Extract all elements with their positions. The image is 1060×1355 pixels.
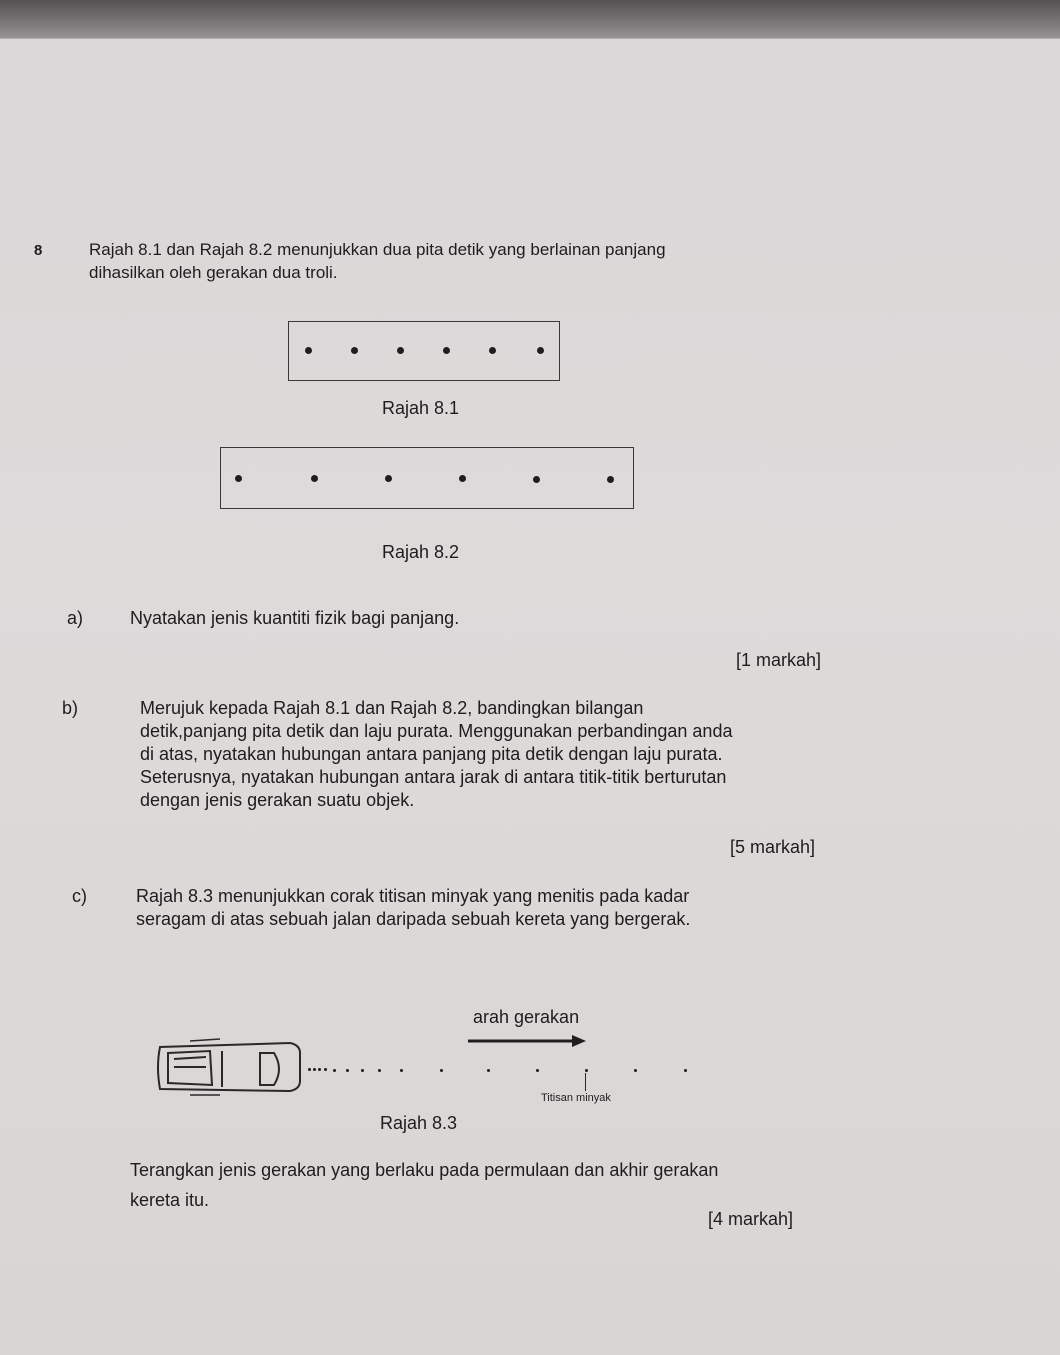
part-c-task-line2: kereta itu. [130,1190,210,1210]
part-b-marks: [5 markah] [730,837,816,857]
part-a-text: Nyatakan jenis kuantiti fizik bagi panjang. [130,608,460,628]
part-c-label: c) [72,886,87,906]
part-a-marks: [1 markah] [736,650,822,670]
oil-drop [440,1069,443,1072]
oil-drop [684,1069,687,1072]
figure-caption-8-3: Rajah 8.3 [380,1113,458,1133]
direction-arrow-icon [466,1033,588,1049]
drip-pointer-line [585,1073,586,1091]
part-b-label: b) [62,698,79,718]
tape-dot [397,347,404,354]
part-b-line4: Seterusnya, nyatakan hubungan antara jarak di antara titik-titik berturutan [140,767,727,787]
direction-label: arah gerakan [473,1007,580,1027]
part-a-label: a) [67,608,84,628]
oil-drop [634,1069,637,1072]
figure-caption-8-1: Rajah 8.1 [382,398,460,418]
oil-drop [324,1068,327,1071]
part-c-line2: seragam di atas sebuah jalan daripada sebuah kereta yang bergerak. [136,909,691,929]
car-icon [150,1035,310,1099]
tape-dot [385,475,392,482]
oil-drop [333,1069,336,1072]
tape-dot [459,475,466,482]
oil-drop [536,1069,539,1072]
tape-dot [305,347,312,354]
oil-drop [378,1069,381,1072]
part-c-line1: Rajah 8.3 menunjukkan corak titisan minyak yang menitis pada kadar [136,886,690,906]
part-b-line3: di atas, nyatakan hubungan antara panjang pita detik dengan laju purata. [140,744,723,764]
question-intro-line1: Rajah 8.1 dan Rajah 8.2 menunjukkan dua pita detik yang berlainan panjang [89,240,666,259]
tape-dot [443,347,450,354]
oil-drop [346,1069,349,1072]
ticker-tape-8-1 [288,321,560,381]
part-b-line5: dengan jenis gerakan suatu objek. [140,790,415,810]
oil-drop [487,1069,490,1072]
part-c-task-line1: Terangkan jenis gerakan yang berlaku pada permulaan dan akhir gerakan [130,1160,719,1180]
tape-dot [351,347,358,354]
tape-dot [235,475,242,482]
part-b-line1: Merujuk kepada Rajah 8.1 dan Rajah 8.2, bandingkan bilangan [140,698,644,718]
part-c-marks: [4 markah] [708,1209,794,1229]
tape-dot [537,347,544,354]
oil-drop [313,1068,316,1071]
question-number: 8 [34,242,43,259]
part-b-line2: detik,panjang pita detik dan laju purata. Menggunakan perbandingan anda [140,721,733,741]
ticker-tape-8-2 [220,447,634,509]
tape-dot [533,476,540,483]
tape-dot [489,347,496,354]
question-intro-line2: dihasilkan oleh gerakan dua troli. [89,263,338,282]
oil-drop [585,1069,588,1072]
oil-drop [361,1069,364,1072]
oil-drop [318,1068,321,1071]
oil-drop [308,1068,311,1071]
tape-dot [607,476,614,483]
exam-paper [0,38,1060,1355]
oil-drop [400,1069,403,1072]
drip-label: Titisan minyak [541,1092,611,1104]
tape-dot [311,475,318,482]
figure-caption-8-2: Rajah 8.2 [382,542,460,562]
